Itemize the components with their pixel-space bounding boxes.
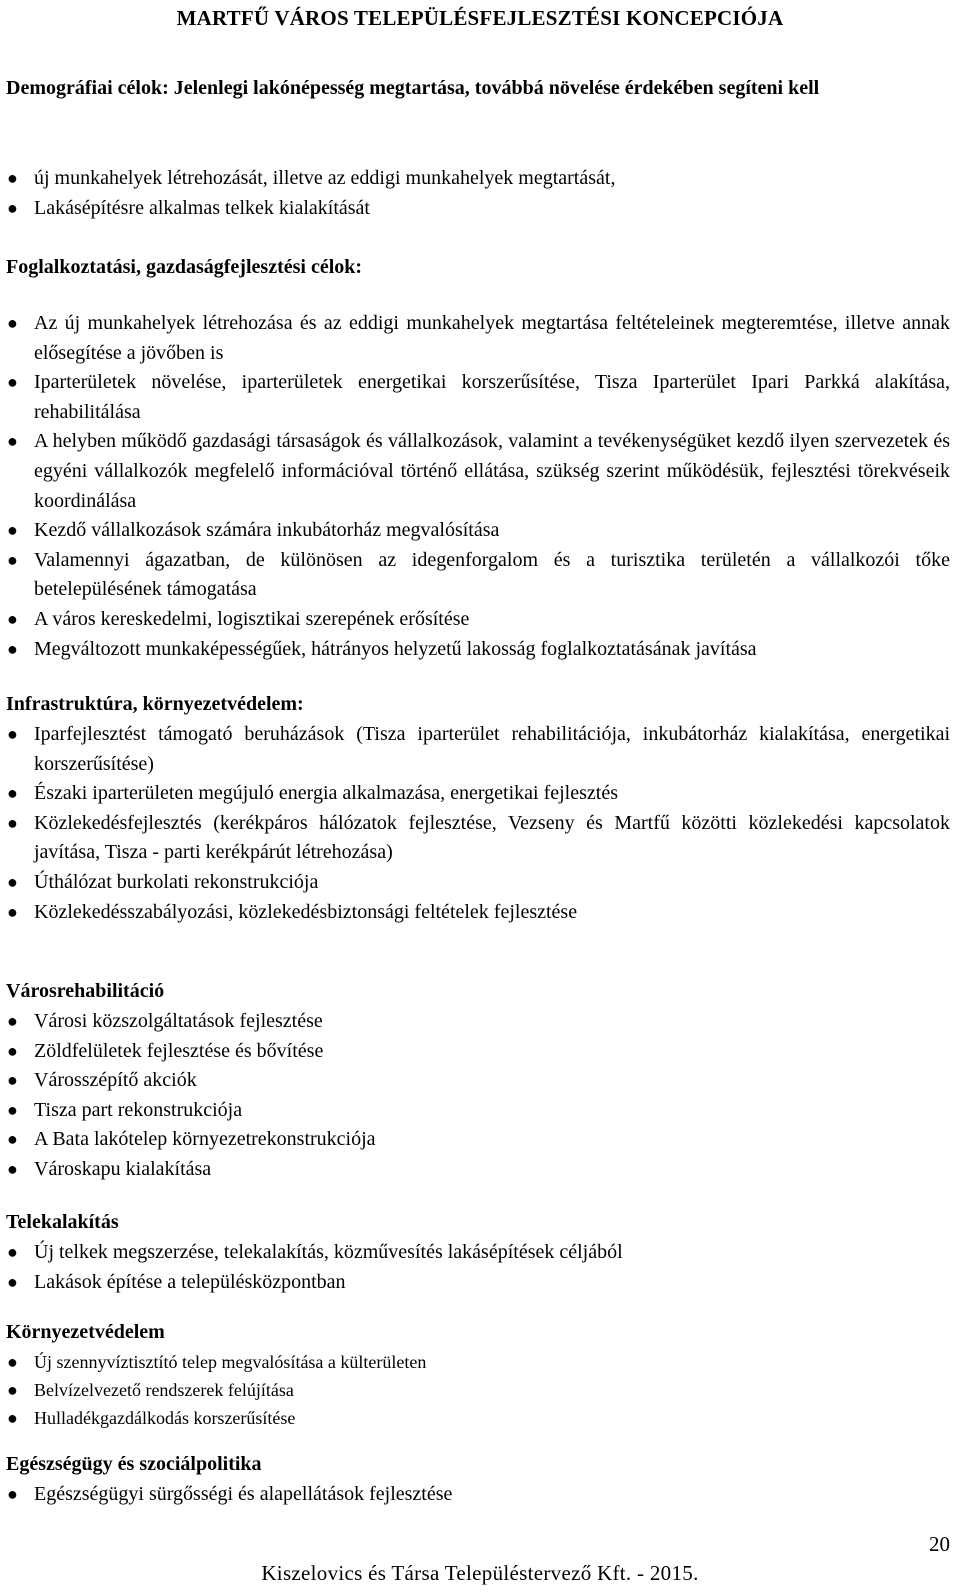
bullet-icon: ● xyxy=(7,638,18,659)
section-urban-rehab-list xyxy=(6,1007,950,1185)
bullet-icon: ● xyxy=(7,313,18,333)
list-item: ● Megváltozott munkaképességűek, hátrányos helyzetű lakosság foglalkoztatásának javítása xyxy=(6,635,950,665)
list-item: ● Közlekedésfejlesztés (kerékpáros hálózatok fejlesztése, Vezseny és Martfű közötti közlekedési kapcsolatok javítása, Tisza - parti kerékpárút létrehozása) xyxy=(6,809,950,868)
list-item: ● Egészségügyi sürgősségi és alapellátások fejlesztése xyxy=(6,1480,950,1510)
bullet-icon: ● xyxy=(7,724,18,744)
list-item: ● Lakásépítésre alkalmas telkek kialakítását xyxy=(6,194,950,224)
bullet-icon: ● xyxy=(7,1129,18,1150)
section-plot-formation-list xyxy=(6,1238,950,1297)
section-heading: Telekalakítás xyxy=(6,1211,119,1233)
list-item: ● Új telkek megszerzése, telekalakítás, közművesítés lakásépítések céljából xyxy=(6,1238,950,1268)
list-item: ● Városkapu kialakítása xyxy=(6,1155,950,1185)
bullet-icon: ● xyxy=(7,1040,18,1061)
bullet-icon: ● xyxy=(7,901,18,922)
list-item: ● Városi közszolgáltatások fejlesztése xyxy=(6,1007,950,1037)
bullet-icon: ● xyxy=(7,549,18,570)
list-item: ● Iparterületek növelése, iparterületek energetikai korszerűsítése, Tisza Iparterület Ipari Parkká alakítása, rehabilitálása xyxy=(6,368,950,427)
list-item: ● A Bata lakótelep környezetrekonstrukciója xyxy=(6,1125,950,1155)
bullet-icon: ● xyxy=(7,197,18,218)
bullet-icon: ● xyxy=(7,1484,18,1504)
list-item: ● Közlekedésszabályozási, közlekedésbiztonsági feltételek fejlesztése xyxy=(6,898,950,928)
section-heading: Egészségügy és szociálpolitika xyxy=(6,1453,262,1475)
section-urban-rehab xyxy=(6,977,950,1006)
page-number: 20 xyxy=(929,1532,950,1556)
list-item: ● Városszépítő akciók xyxy=(6,1066,950,1096)
document-header: MARTFŰ VÁROS TELEPÜLÉSFEJLESZTÉSI KONCEPCIÓJA xyxy=(176,6,784,30)
list-item: ● Lakások építése a településközpontban xyxy=(6,1268,950,1298)
bullet-icon: ● xyxy=(7,1242,18,1262)
list-item: ● Az új munkahelyek létrehozása és az eddigi munkahelyek megtartása feltételeinek megteremtése, illetve annak elősegítése a jövőben is xyxy=(6,309,950,368)
bullet-icon: ● xyxy=(7,871,18,892)
section-plot-formation xyxy=(6,1208,950,1237)
section-demographic-list xyxy=(6,164,950,223)
section-environment-list xyxy=(6,1348,950,1432)
section-heading: Infrastruktúra, környezetvédelem: xyxy=(6,693,304,715)
bullet-icon: ● xyxy=(7,783,18,804)
bullet-icon: ● xyxy=(7,431,18,452)
bullet-icon: ● xyxy=(7,1158,18,1179)
bullet-icon: ● xyxy=(7,520,18,541)
section-heading: Foglalkoztatási, gazdaságfejlesztési célok: xyxy=(6,256,363,278)
list-item: ● A város kereskedelmi, logisztikai szerepének erősítése xyxy=(6,605,950,635)
bullet-icon: ● xyxy=(7,1271,18,1292)
list-item: ● A helyben működő gazdasági társaságok és vállalkozások, valamint a tevékenységüket kezdő ilyen szervezetek és egyéni vállalkozók megfelelő információval történő ellátása, szükség szerint működésük, fejlesztési törekvéseik koordinálása xyxy=(6,427,950,516)
bullet-icon: ● xyxy=(7,1408,18,1428)
section-infrastructure-list xyxy=(6,720,950,927)
section-heading: Városrehabilitáció xyxy=(6,980,165,1002)
section-employment xyxy=(6,253,950,282)
bullet-icon: ● xyxy=(7,372,18,393)
section-employment-list xyxy=(6,309,950,664)
list-item: ● Valamennyi ágazatban, de különösen az idegenforgalom és a turisztika területén a vállalkozói tőke betelepülésének támogatása xyxy=(6,546,950,605)
list-item: ● Északi iparterületen megújuló energia alkalmazása, energetikai fejlesztés xyxy=(6,779,950,809)
section-infrastructure xyxy=(6,690,950,719)
section-demographic xyxy=(6,74,950,103)
section-heading: Környezetvédelem xyxy=(6,1321,165,1343)
list-item: ● Tisza part rekonstrukciója xyxy=(6,1096,950,1126)
bullet-icon: ● xyxy=(7,168,18,188)
list-item: ● Úthálózat burkolati rekonstrukciója xyxy=(6,868,950,898)
bullet-icon: ● xyxy=(7,1011,18,1031)
bullet-icon: ● xyxy=(7,812,18,833)
list-item: ● Kezdő vállalkozások számára inkubátorház megvalósítása xyxy=(6,516,950,546)
list-item: ● Új szennyvíztisztító telep megvalósítása a külterületen xyxy=(6,1348,950,1376)
document-footer: Kiszelovics és Társa Településtervező Kft. - 2015. xyxy=(261,1561,699,1585)
bullet-icon: ● xyxy=(7,1380,18,1400)
section-health xyxy=(6,1450,950,1479)
section-health-list xyxy=(6,1480,950,1510)
bullet-icon: ● xyxy=(7,1099,18,1120)
bullet-icon: ● xyxy=(7,1352,18,1372)
section-heading: Demográfiai célok: Jelenlegi lakónépesség megtartása, továbbá növelése érdekében segíteni kell xyxy=(6,77,820,99)
list-item: ● Hulladékgazdálkodás korszerűsítése xyxy=(6,1404,950,1432)
bullet-icon: ● xyxy=(7,608,18,629)
list-item: ● új munkahelyek létrehozását, illetve az eddigi munkahelyek megtartását, xyxy=(6,164,950,194)
list-item: ● Iparfejlesztést támogató beruházások (Tisza iparterület rehabilitációja, inkubátorház kialakítása, energetikai korszerűsítése) xyxy=(6,720,950,779)
section-environment xyxy=(6,1318,950,1347)
bullet-icon: ● xyxy=(7,1070,18,1091)
list-item: ● Belvízelvezető rendszerek felújítása xyxy=(6,1376,950,1404)
list-item: ● Zöldfelületek fejlesztése és bővítése xyxy=(6,1037,950,1067)
